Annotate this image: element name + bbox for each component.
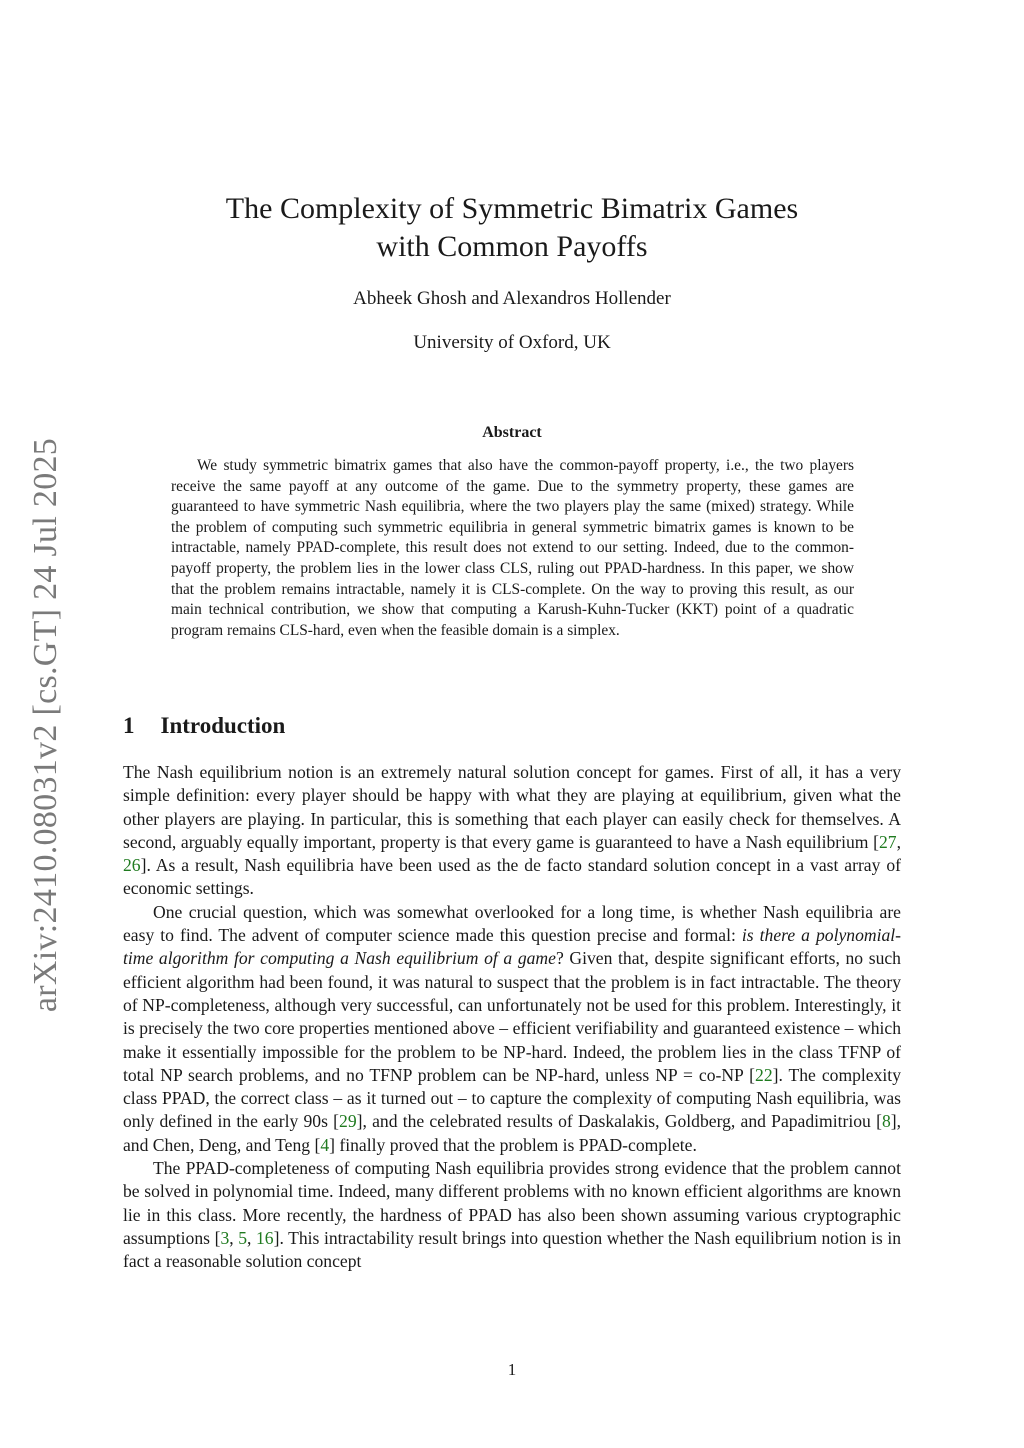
paragraph-1: The Nash equilibrium notion is an extremely natural solution concept for games. First of all, it has a very simple definition: every player should be happy with what they are playing at equilibrium, given what the other players are playing. In particular, this is something that each player can easily check for themselves. A second, arguably equally important, property is that every game is guaranteed to have a Nash equilibrium [27, 26]. As a result, Nash equilibria have been used as the de facto standard solution concept in a vast array of economic settings.: [123, 762, 901, 899]
section-title: Introduction: [160, 713, 286, 738]
citation-link[interactable]: 22: [755, 1064, 773, 1085]
citation-link[interactable]: 16: [256, 1227, 274, 1248]
title-line-2: with Common Payoffs: [376, 230, 648, 263]
paragraph-3: The PPAD-completeness of computing Nash equilibria provides strong evidence that the problem cannot be solved in polynomial time. Indeed, many different problems with no known efficient algorithms are known lie in this class. More recently, the hardness of PPAD has also been shown assuming various cryptographic assumptions [3, 5, 16]. This intractability result brings into question whether the Nash equilibrium notion is in fact a reasonable solution concept: [123, 1158, 902, 1272]
section-heading: [123, 713, 285, 739]
page-number: 1: [507, 1360, 517, 1379]
citation-link[interactable]: 3: [220, 1227, 230, 1248]
paper-title: [0, 190, 1024, 266]
citation-link[interactable]: 5: [238, 1227, 248, 1248]
section-number: 1: [123, 713, 135, 738]
arxiv-identifier: arXiv:2410.08031v2 [cs.GT] 24 Jul 2025: [27, 437, 64, 1013]
affiliation: University of Oxford, UK: [413, 332, 611, 353]
introduction-body: [123, 761, 901, 1274]
abstract-heading: Abstract: [482, 424, 542, 441]
authors: Abheek Ghosh and Alexandros Hollender: [353, 288, 671, 309]
paragraph-2: One crucial question, which was somewhat overlooked for a long time, is whether Nash equilibria are easy to find. The advent of computer science made this question precise and formal: is there a polynomial-time algorithm for computing a Nash equilibrium of a game? Given that, despite significant efforts, no such efficient algorithm had been found, it was natural to suspect that the problem is in fact intractable. The theory of NP-completeness, although very successful, can unfortunately not be used for this problem. Interestingly, it is precisely the two core properties mentioned above – efficient verifiability and guaranteed existence – which make it essentially impossible for the problem to be NP-hard. Indeed, the problem lies in the class TFNP of total NP search problems, and no TFNP problem can be NP-hard, unless NP = co-NP [22]. The complexity class PPAD, the correct class – as it turned out – to capture the complexity of computing Nash equilibria, was only defined in the early 90s [29], and the celebrated results of Daskalakis, Goldberg, and Papadimitriou [8], and Chen, Deng, and Teng [4] finally proved that the problem is PPAD-complete.: [123, 901, 901, 1155]
citation-link[interactable]: 4: [320, 1134, 330, 1155]
citation-link[interactable]: 26: [123, 855, 141, 876]
citation-link[interactable]: 27: [879, 831, 897, 852]
emphasized-question: is there a polynomial-time algorithm for computing a Nash equilibrium of a game: [123, 925, 901, 969]
title-line-1: The Complexity of Symmetric Bimatrix Games: [225, 192, 799, 225]
abstract-text: We study symmetric bimatrix games that also have the common-payoff property, i.e., the two players receive the same payoff at any outcome of the game. Due to the symmetry property, these games are guaranteed to have symmetric Nash equilibria, where the two players play the same (mixed) strategy. While the problem of computing such symmetric equilibria in general symmetric bimatrix games is known to be intractable, namely PPAD-complete, this result does not extend to our setting. Indeed, due to the common-payoff property, the problem lies in the lower class CLS, ruling out PPAD-hardness. In this paper, we show that the problem remains intractable, namely it is CLS-complete. On the way to proving this result, as our main technical contribution, we show that computing a Karush-Kuhn-Tucker (KKT) point of a quadratic program remains CLS-hard, even when the feasible domain is a simplex.: [171, 457, 854, 639]
citation-link[interactable]: 29: [339, 1111, 357, 1132]
citation-link[interactable]: 8: [881, 1111, 891, 1132]
